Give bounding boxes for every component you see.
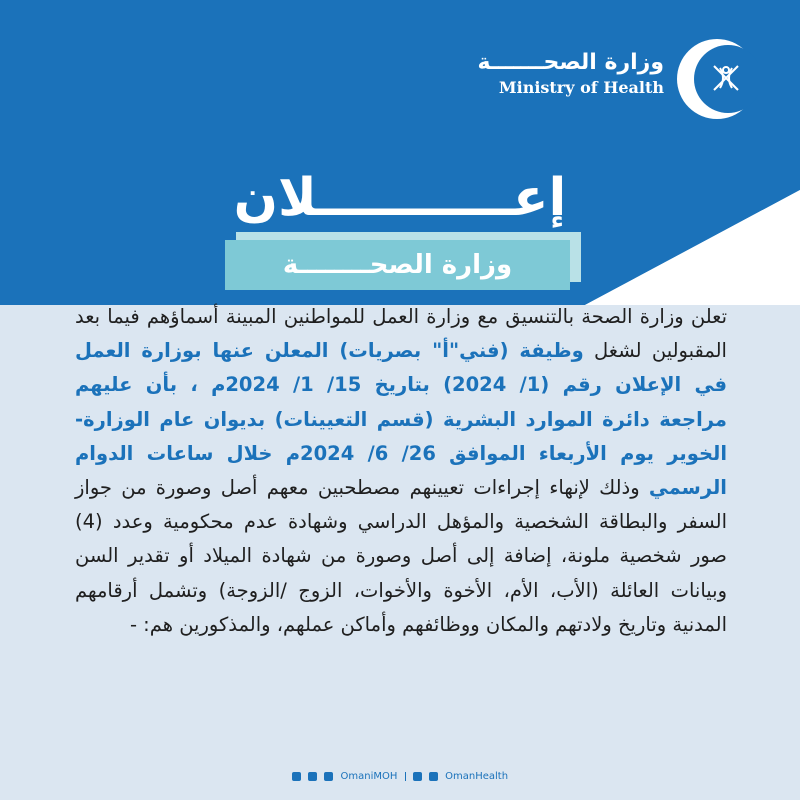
footer-divider (405, 772, 406, 781)
linkedin-icon[interactable] (429, 772, 438, 781)
body-part-2: وذلك لإنهاء إجراءات تعيينهم مصطحبين معهم أصل وصورة من جواز السفر والبطاقة الشخصية والمؤهل الدراسي وشهادة عدم محكومية وعدد (4) صور شخصية ملونة، إضافة إلى أصل وصورة من شهادة الميلاد أو تقدير السن وبيانات العائلة (الأب، الأم، الأخوة والأخوات، الزوج /الزوجة) وتشمل أرقامهم المدنية وتاريخ ولادتهم والمكان ووظائفهم وأماكن عملهم، والمذكورين هم: - (75, 476, 727, 636)
oman-emblem-crescent-icon (676, 38, 758, 120)
announcement-title (0, 168, 800, 228)
social-handle-omanhealth[interactable]: OmanHealth (445, 771, 509, 782)
instagram-icon[interactable] (292, 772, 301, 781)
announcement-title-text: إعـــــــــــلان (233, 168, 567, 228)
announcement-body (75, 300, 727, 642)
facebook-icon[interactable] (413, 772, 422, 781)
ministry-name-english: Ministry of Health (498, 78, 664, 97)
youtube-icon[interactable] (324, 772, 333, 781)
ribbon-label: وزارة الصحــــــــة (282, 250, 513, 280)
x-icon[interactable] (308, 772, 317, 781)
ministry-name-arabic: وزارة الصحـــــــة (477, 50, 664, 75)
body-part-1: تعلن وزارة الصحة بالتنسيق مع وزارة العمل للمواطنين المبينة أسماؤهم فيما بعد المقبولين لشغل (75, 305, 727, 363)
social-handle-omanimoh[interactable]: OmaniMOH (340, 771, 398, 782)
social-footer (0, 771, 800, 782)
body-highlight: وظيفة (فني"أ" بصريات) المعلن عنها بوزارة العمل في الإعلان رقم (1/ 2024) بتاريخ 15/ 1/ 2024م ، بأن عليهم مراجعة دائرة الموارد البشرية (قسم التعيينات) بديوان عام الوزارة- الخوير يوم الأربعاء الموافق 26/ 6/ 2024م خلال ساعات الدوام الرسمي (75, 339, 727, 500)
